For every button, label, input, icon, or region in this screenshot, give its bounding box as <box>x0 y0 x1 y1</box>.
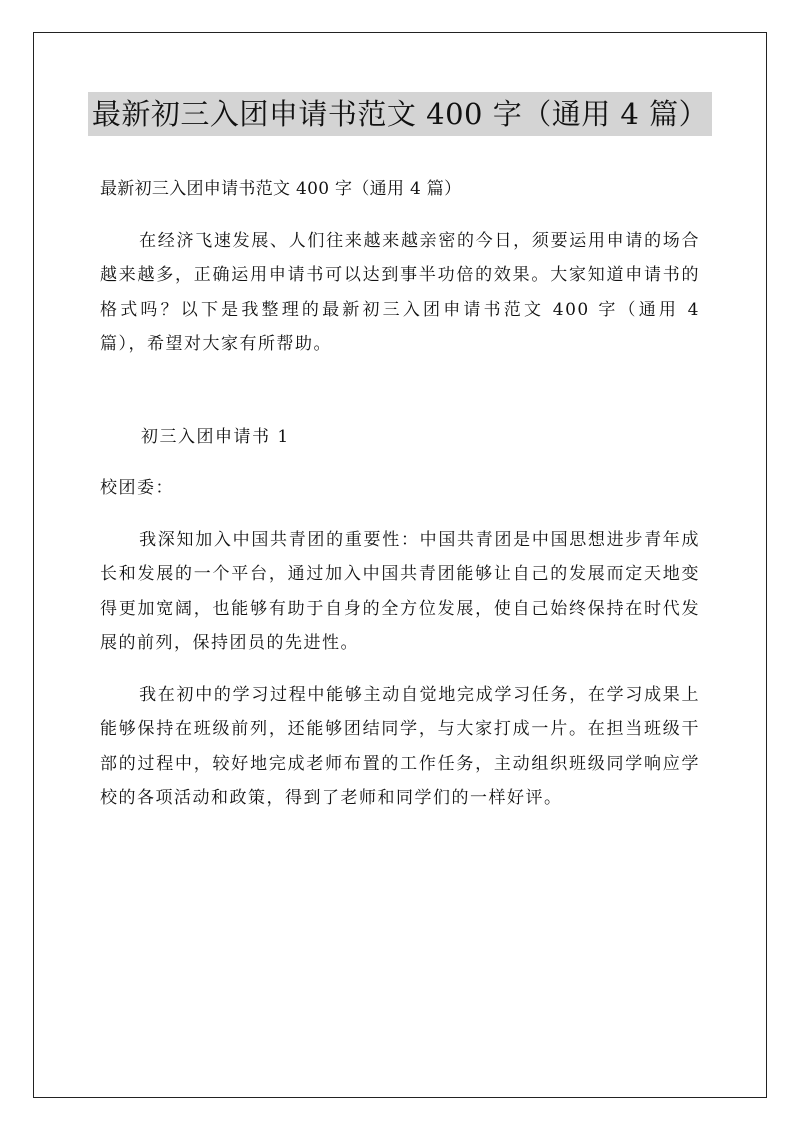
intro-paragraph: 在经济飞速发展、人们往来越来越亲密的今日，须要运用申请的场合越来越多，正确运用申请书可以达到事半功倍的效果。大家知道申请书的格式吗？以下是我整理的最新初三入团申请书范文 400 字（通用 4 篇），希望对大家有所帮助。 <box>100 230 700 354</box>
document-title: 最新初三入团申请书范文 400 字（通用 4 篇） <box>88 92 712 136</box>
section-heading: 初三入团申请书 1 <box>141 426 290 447</box>
body-paragraph-2: 我在初中的学习过程中能够主动自觉地完成学习任务，在学习成果上能够保持在班级前列，还能够团结同学，与大家打成一片。在担当班级干部的过程中，较好地完成老师布置的工作任务，主动组织班级同学响应学校的各项活动和政策，得到了老师和同学们的一样好评。 <box>100 684 700 808</box>
body-paragraph-1: 我深知加入中国共青团的重要性：中国共青团是中国思想进步青年成长和发展的一个平台，通过加入中国共青团能够让自己的发展而定天地变得更加宽阔，也能够有助于自身的全方位发展，使自己始终保持在时代发展的前列，保持团员的先进性。 <box>100 529 700 653</box>
document-subtitle: 最新初三入团申请书范文 400 字（通用 4 篇） <box>100 179 462 199</box>
salutation: 校团委： <box>100 478 174 498</box>
document-body <box>100 172 700 816</box>
title-container <box>0 92 800 136</box>
